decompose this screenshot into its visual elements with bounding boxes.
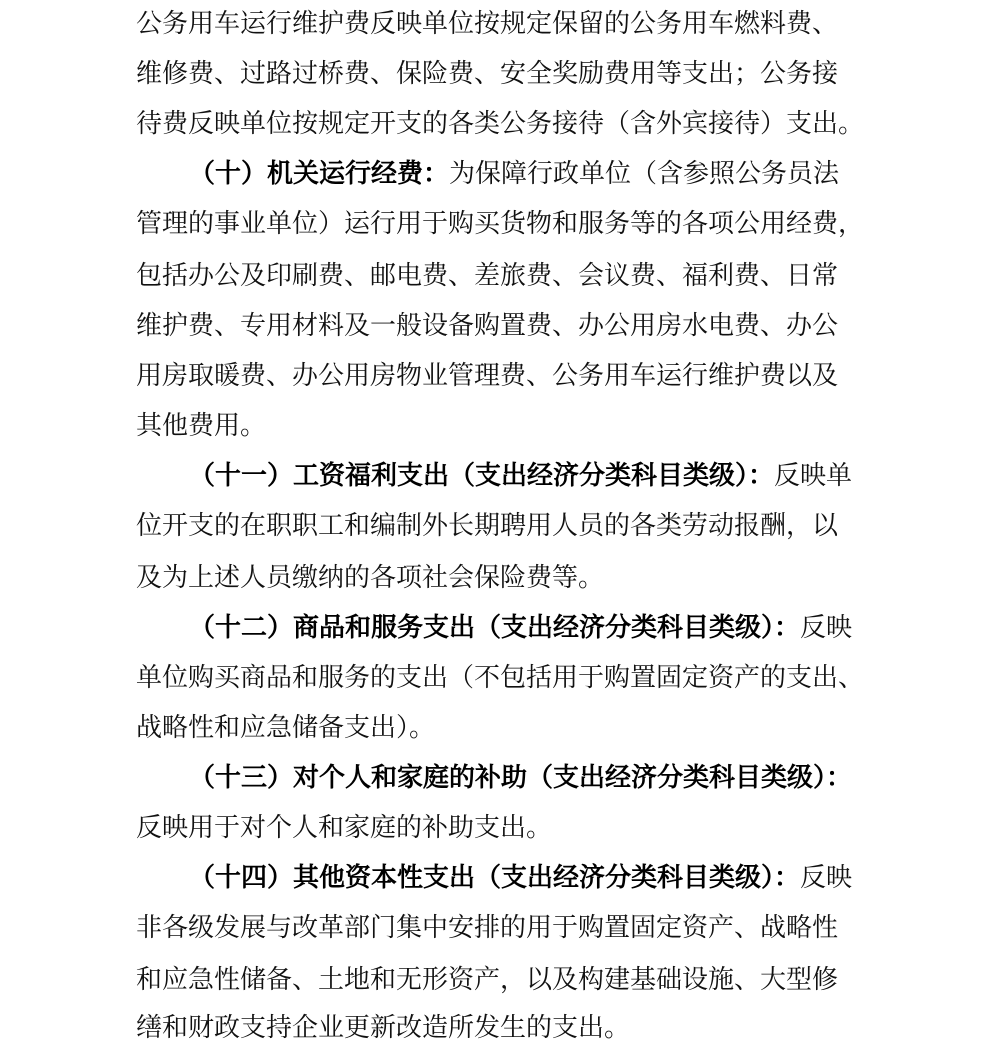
paragraph-line: 其他费用。	[136, 411, 267, 441]
paragraph-first-line	[189, 758, 896, 798]
paragraph-text: 反映	[800, 863, 853, 893]
paragraph-line: 位开支的在职职工和编制外长期聘用人员的各类劳动报酬，以	[136, 511, 839, 541]
section-heading: （十一）工资福利支出（支出经济分类科目类级）：	[189, 461, 775, 491]
paragraph-text: 反映	[800, 613, 853, 643]
section-heading: （十三）对个人和家庭的补助（支出经济分类科目类级）：	[189, 763, 853, 793]
paragraph-text: 为保障行政单位（含参照公务员法	[449, 159, 840, 189]
paragraph-line: 反映用于对个人和家庭的补助支出。	[136, 813, 553, 843]
paragraph-first-line	[189, 608, 896, 648]
paragraph-line: 战略性和应急储备支出）。	[136, 713, 436, 743]
paragraph-line: 单位购买商品和服务的支出（不包括用于购置固定资产的支出、	[136, 663, 865, 693]
paragraph-line: 非各级发展与改革部门集中安排的用于购置固定资产、战略性	[136, 913, 839, 943]
paragraph-first-line	[189, 154, 896, 194]
paragraph-first-line	[189, 456, 896, 496]
paragraph-line: 管理的事业单位）运行用于购买货物和服务等的各项公用经费，	[136, 209, 865, 239]
paragraph-line: 缮和财政支持企业更新改造所发生的支出。	[136, 1013, 631, 1043]
section-heading: （十二）商品和服务支出（支出经济分类科目类级）：	[189, 613, 801, 643]
paragraph-line: 维护费、专用材料及一般设备购置费、办公用房水电费、办公	[136, 311, 839, 341]
paragraph-line: 及为上述人员缴纳的各项社会保险费等。	[136, 563, 605, 593]
paragraph-line: 和应急性储备、土地和无形资产，以及构建基础设施、大型修	[136, 965, 839, 995]
paragraph-line: 用房取暖费、办公用房物业管理费、公务用车运行维护费以及	[136, 361, 839, 391]
paragraph-first-line	[189, 858, 896, 898]
section-heading: （十四）其他资本性支出（支出经济分类科目类级）：	[189, 863, 801, 893]
paragraph-line: 维修费、过路过桥费、保险费、安全奖励费用等支出；公务接	[136, 59, 839, 89]
paragraph-line: 待费反映单位按规定开支的各类公务接待（含外宾接待）支出。	[136, 109, 865, 139]
section-heading: （十）机关运行经费：	[189, 159, 450, 189]
paragraph-text: 反映单	[774, 461, 853, 491]
paragraph-line: 公务用车运行维护费反映单位按规定保留的公务用车燃料费、	[136, 9, 839, 39]
paragraph-line: 包括办公及印刷费、邮电费、差旅费、会议费、福利费、日常	[136, 261, 839, 291]
